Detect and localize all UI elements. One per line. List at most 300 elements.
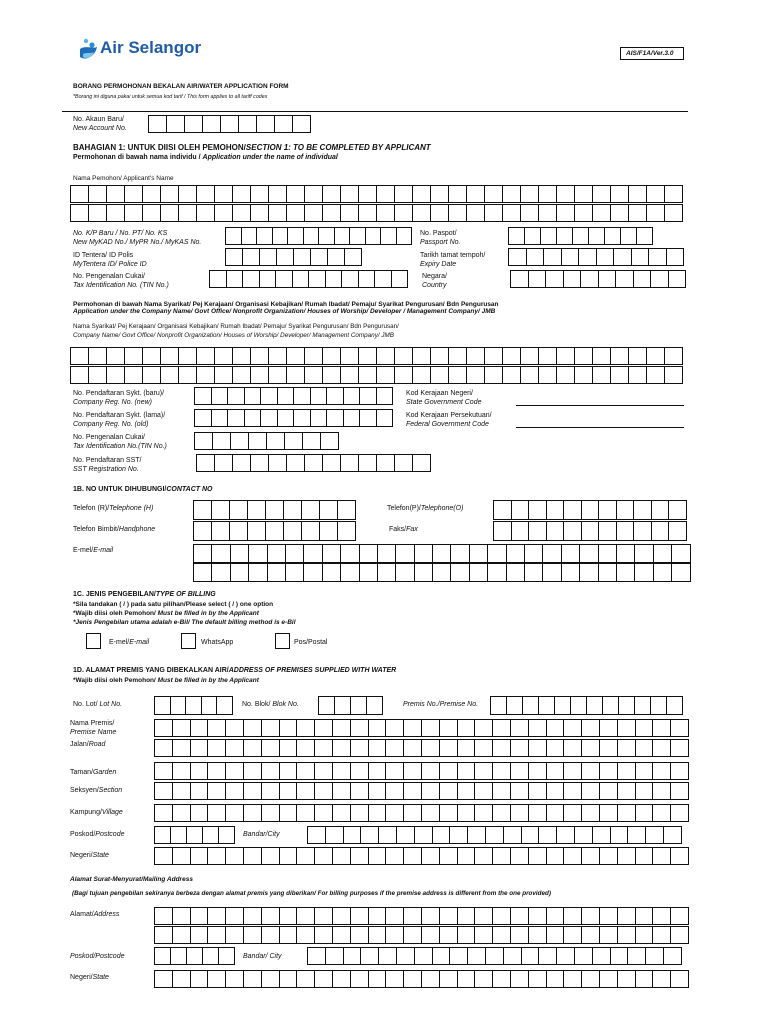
char-box[interactable] [143, 366, 161, 384]
char-box[interactable] [529, 500, 547, 520]
char-box[interactable] [173, 926, 191, 944]
char-box[interactable] [262, 762, 280, 780]
char-box[interactable] [575, 366, 593, 384]
char-box[interactable] [415, 563, 433, 582]
char-box[interactable] [546, 270, 564, 288]
char-box[interactable] [171, 696, 187, 715]
char-box[interactable] [636, 907, 654, 925]
char-box[interactable] [404, 719, 422, 737]
char-box[interactable] [600, 762, 618, 780]
char-box[interactable] [458, 739, 476, 757]
char-box[interactable] [369, 926, 387, 944]
char-box[interactable] [493, 847, 511, 865]
char-box[interactable] [226, 739, 244, 757]
char-box[interactable] [302, 500, 320, 520]
applicant-name-row2[interactable] [70, 204, 683, 222]
char-box[interactable] [539, 696, 555, 715]
char-box[interactable] [179, 185, 197, 203]
char-box[interactable] [636, 970, 654, 988]
char-box[interactable] [527, 248, 545, 266]
char-box[interactable] [422, 762, 440, 780]
char-box[interactable] [599, 544, 617, 563]
char-box[interactable] [562, 544, 580, 563]
char-box[interactable] [671, 719, 689, 737]
char-box[interactable] [614, 248, 632, 266]
char-box[interactable] [488, 544, 506, 563]
char-box[interactable] [323, 563, 341, 582]
char-box[interactable] [485, 185, 503, 203]
char-box[interactable] [582, 970, 600, 988]
char-box[interactable] [507, 696, 523, 715]
char-box[interactable] [458, 907, 476, 925]
char-box[interactable] [493, 970, 511, 988]
char-box[interactable] [268, 563, 286, 582]
char-box[interactable] [191, 970, 209, 988]
char-box[interactable] [511, 970, 529, 988]
mykad-grid[interactable] [225, 227, 412, 245]
char-box[interactable] [618, 719, 636, 737]
char-box[interactable] [215, 366, 233, 384]
char-box[interactable] [260, 270, 277, 288]
char-box[interactable] [155, 970, 173, 988]
char-box[interactable] [244, 719, 262, 737]
char-box[interactable] [125, 347, 143, 365]
char-box[interactable] [233, 185, 251, 203]
char-box[interactable] [161, 366, 179, 384]
char-box[interactable] [342, 270, 359, 288]
mailing-city-grid[interactable] [307, 947, 682, 965]
char-box[interactable] [653, 719, 671, 737]
char-box[interactable] [653, 970, 671, 988]
char-box[interactable] [475, 739, 493, 757]
char-box[interactable] [539, 947, 557, 965]
char-box[interactable] [319, 696, 335, 715]
char-box[interactable] [280, 762, 298, 780]
char-box[interactable] [413, 185, 431, 203]
char-box[interactable] [208, 847, 226, 865]
char-box[interactable] [359, 347, 377, 365]
char-box[interactable] [582, 907, 600, 925]
char-box[interactable] [422, 926, 440, 944]
passport-grid[interactable] [508, 227, 653, 245]
char-box[interactable] [304, 544, 322, 563]
char-box[interactable] [422, 847, 440, 865]
char-box[interactable] [458, 926, 476, 944]
reg-new-grid[interactable] [194, 387, 393, 405]
char-box[interactable] [280, 804, 298, 822]
email-row1[interactable] [193, 544, 691, 563]
char-box[interactable] [529, 270, 547, 288]
mobile-grid[interactable] [193, 521, 356, 541]
char-box[interactable] [226, 926, 244, 944]
char-box[interactable] [226, 719, 244, 737]
char-box[interactable] [377, 347, 395, 365]
char-box[interactable] [161, 185, 179, 203]
char-box[interactable] [366, 227, 382, 245]
char-box[interactable] [210, 270, 227, 288]
char-box[interactable] [294, 409, 311, 427]
char-box[interactable] [493, 804, 511, 822]
char-box[interactable] [507, 563, 525, 582]
char-box[interactable] [305, 454, 323, 472]
char-box[interactable] [547, 804, 565, 822]
char-box[interactable] [323, 454, 341, 472]
char-box[interactable] [262, 739, 280, 757]
char-box[interactable] [564, 719, 582, 737]
char-box[interactable] [173, 782, 191, 800]
char-box[interactable] [361, 947, 379, 965]
char-box[interactable] [636, 804, 654, 822]
char-box[interactable] [593, 947, 611, 965]
char-box[interactable] [529, 719, 547, 737]
char-box[interactable] [503, 366, 521, 384]
char-box[interactable] [404, 739, 422, 757]
char-box[interactable] [286, 563, 304, 582]
char-box[interactable] [404, 847, 422, 865]
char-box[interactable] [350, 227, 366, 245]
char-box[interactable] [539, 204, 557, 222]
char-box[interactable] [351, 907, 369, 925]
fax-grid[interactable] [493, 521, 687, 541]
char-box[interactable] [215, 454, 233, 472]
char-box[interactable] [262, 847, 280, 865]
char-box[interactable] [231, 563, 249, 582]
char-box[interactable] [529, 926, 547, 944]
char-box[interactable] [671, 847, 689, 865]
char-box[interactable] [280, 926, 298, 944]
email-row2[interactable] [193, 563, 691, 582]
char-box[interactable] [503, 185, 521, 203]
char-box[interactable] [475, 782, 493, 800]
char-box[interactable] [268, 544, 286, 563]
char-box[interactable] [511, 847, 529, 865]
char-box[interactable] [251, 454, 269, 472]
char-box[interactable] [573, 227, 589, 245]
char-box[interactable] [653, 739, 671, 757]
char-box[interactable] [359, 185, 377, 203]
char-box[interactable] [504, 947, 522, 965]
char-box[interactable] [386, 762, 404, 780]
char-box[interactable] [493, 782, 511, 800]
char-box[interactable] [341, 544, 359, 563]
char-box[interactable] [155, 804, 173, 822]
char-box[interactable] [297, 782, 315, 800]
char-box[interactable] [287, 366, 305, 384]
char-box[interactable] [564, 270, 582, 288]
char-box[interactable] [467, 366, 485, 384]
char-box[interactable] [269, 454, 287, 472]
char-box[interactable] [280, 739, 298, 757]
char-box[interactable] [564, 739, 582, 757]
char-box[interactable] [618, 782, 636, 800]
char-box[interactable] [191, 804, 209, 822]
char-box[interactable] [646, 826, 664, 844]
char-box[interactable] [315, 762, 333, 780]
char-box[interactable] [328, 248, 345, 266]
char-box[interactable] [351, 847, 369, 865]
char-box[interactable] [284, 521, 302, 541]
char-box[interactable] [261, 409, 278, 427]
char-box[interactable] [440, 719, 458, 737]
char-box[interactable] [278, 387, 295, 405]
char-box[interactable] [173, 847, 191, 865]
char-box[interactable] [149, 115, 167, 133]
char-box[interactable] [369, 762, 387, 780]
char-box[interactable] [475, 804, 493, 822]
postcode-grid[interactable] [154, 826, 235, 844]
char-box[interactable] [582, 739, 600, 757]
company-name-row1[interactable] [70, 347, 683, 365]
char-box[interactable] [543, 563, 561, 582]
char-box[interactable] [582, 926, 600, 944]
char-box[interactable] [89, 204, 107, 222]
char-box[interactable] [326, 270, 343, 288]
char-box[interactable] [667, 696, 683, 715]
char-box[interactable] [669, 270, 687, 288]
char-box[interactable] [297, 907, 315, 925]
char-box[interactable] [288, 227, 304, 245]
char-box[interactable] [262, 804, 280, 822]
char-box[interactable] [494, 521, 512, 541]
char-box[interactable] [202, 696, 218, 715]
char-box[interactable] [593, 347, 611, 365]
char-box[interactable] [212, 521, 230, 541]
char-box[interactable] [599, 270, 617, 288]
char-box[interactable] [276, 270, 293, 288]
char-box[interactable] [327, 409, 344, 427]
char-box[interactable] [341, 454, 359, 472]
char-box[interactable] [155, 719, 173, 737]
char-box[interactable] [377, 409, 394, 427]
char-box[interactable] [227, 270, 244, 288]
char-box[interactable] [155, 847, 173, 865]
char-box[interactable] [632, 248, 650, 266]
home-phone-grid[interactable] [193, 500, 356, 520]
char-box[interactable] [458, 762, 476, 780]
char-box[interactable] [671, 970, 689, 988]
char-box[interactable] [664, 947, 682, 965]
char-box[interactable] [562, 248, 580, 266]
char-box[interactable] [599, 521, 617, 541]
char-box[interactable] [493, 719, 511, 737]
char-box[interactable] [197, 454, 215, 472]
char-box[interactable] [326, 826, 344, 844]
char-box[interactable] [245, 387, 262, 405]
char-box[interactable] [512, 521, 530, 541]
char-box[interactable] [667, 248, 685, 266]
char-box[interactable] [167, 115, 185, 133]
char-box[interactable] [226, 227, 242, 245]
char-box[interactable] [600, 719, 618, 737]
char-box[interactable] [628, 947, 646, 965]
char-box[interactable] [582, 762, 600, 780]
char-box[interactable] [242, 227, 258, 245]
char-box[interactable] [539, 347, 557, 365]
char-box[interactable] [564, 970, 582, 988]
char-box[interactable] [422, 907, 440, 925]
char-box[interactable] [396, 544, 414, 563]
char-box[interactable] [653, 804, 671, 822]
char-box[interactable] [386, 926, 404, 944]
char-box[interactable] [397, 826, 415, 844]
char-box[interactable] [671, 804, 689, 822]
char-box[interactable] [369, 719, 387, 737]
char-box[interactable] [575, 947, 593, 965]
char-box[interactable] [335, 227, 351, 245]
char-box[interactable] [89, 185, 107, 203]
char-box[interactable] [297, 926, 315, 944]
char-box[interactable] [404, 804, 422, 822]
char-box[interactable] [467, 347, 485, 365]
char-box[interactable] [580, 544, 598, 563]
police-id-grid[interactable] [225, 248, 362, 266]
company-name-row2[interactable] [70, 366, 683, 384]
char-box[interactable] [621, 227, 637, 245]
char-box[interactable] [244, 907, 262, 925]
char-box[interactable] [564, 804, 582, 822]
char-box[interactable] [493, 762, 511, 780]
char-box[interactable] [431, 185, 449, 203]
char-box[interactable] [511, 804, 529, 822]
mailing-postcode-grid[interactable] [154, 947, 235, 965]
char-box[interactable] [450, 947, 468, 965]
char-box[interactable] [107, 366, 125, 384]
char-box[interactable] [219, 826, 235, 844]
char-box[interactable] [215, 185, 233, 203]
char-box[interactable] [629, 185, 647, 203]
char-box[interactable] [269, 204, 287, 222]
char-box[interactable] [475, 970, 493, 988]
char-box[interactable] [155, 947, 171, 965]
char-box[interactable] [413, 204, 431, 222]
char-box[interactable] [341, 185, 359, 203]
char-box[interactable] [386, 847, 404, 865]
char-box[interactable] [244, 762, 262, 780]
char-box[interactable] [512, 500, 530, 520]
char-box[interactable] [580, 563, 598, 582]
char-box[interactable] [359, 454, 377, 472]
char-box[interactable] [636, 847, 654, 865]
char-box[interactable] [262, 970, 280, 988]
char-box[interactable] [311, 387, 328, 405]
char-box[interactable] [539, 826, 557, 844]
char-box[interactable] [525, 227, 541, 245]
char-box[interactable] [208, 739, 226, 757]
char-box[interactable] [215, 204, 233, 222]
char-box[interactable] [529, 739, 547, 757]
char-box[interactable] [341, 204, 359, 222]
char-box[interactable] [611, 366, 629, 384]
char-box[interactable] [143, 347, 161, 365]
char-box[interactable] [369, 847, 387, 865]
office-phone-grid[interactable] [493, 500, 687, 520]
reg-old-grid[interactable] [194, 409, 393, 427]
billing-post-checkbox[interactable] [275, 633, 290, 649]
char-box[interactable] [564, 521, 582, 541]
char-box[interactable] [195, 432, 213, 450]
char-box[interactable] [664, 826, 682, 844]
char-box[interactable] [277, 248, 294, 266]
char-box[interactable] [440, 804, 458, 822]
char-box[interactable] [379, 826, 397, 844]
char-box[interactable] [494, 500, 512, 520]
char-box[interactable] [665, 204, 683, 222]
tin-grid[interactable] [209, 270, 408, 288]
char-box[interactable] [286, 544, 304, 563]
char-box[interactable] [344, 826, 362, 844]
char-box[interactable] [231, 544, 249, 563]
char-box[interactable] [244, 739, 262, 757]
char-box[interactable] [618, 907, 636, 925]
char-box[interactable] [539, 185, 557, 203]
char-box[interactable] [311, 248, 328, 266]
char-box[interactable] [475, 847, 493, 865]
char-box[interactable] [378, 563, 396, 582]
char-box[interactable] [212, 500, 230, 520]
char-box[interactable] [415, 947, 433, 965]
char-box[interactable] [665, 185, 683, 203]
char-box[interactable] [525, 563, 543, 582]
char-box[interactable] [433, 563, 451, 582]
fed-code-line[interactable] [516, 427, 684, 428]
char-box[interactable] [333, 804, 351, 822]
char-box[interactable] [273, 227, 289, 245]
char-box[interactable] [547, 500, 565, 520]
expiry-grid[interactable] [508, 248, 684, 266]
char-box[interactable] [600, 847, 618, 865]
char-box[interactable] [600, 926, 618, 944]
char-box[interactable] [654, 544, 672, 563]
char-box[interactable] [511, 782, 529, 800]
char-box[interactable] [155, 826, 171, 844]
country-grid[interactable] [510, 270, 686, 288]
char-box[interactable] [618, 847, 636, 865]
char-box[interactable] [173, 719, 191, 737]
char-box[interactable] [579, 248, 597, 266]
mailing-address-row2[interactable] [154, 926, 689, 944]
char-box[interactable] [308, 826, 326, 844]
char-box[interactable] [287, 204, 305, 222]
char-box[interactable] [647, 347, 665, 365]
char-box[interactable] [672, 563, 690, 582]
char-box[interactable] [262, 719, 280, 737]
char-box[interactable] [582, 521, 600, 541]
char-box[interactable] [600, 907, 618, 925]
char-box[interactable] [618, 970, 636, 988]
char-box[interactable] [377, 185, 395, 203]
char-box[interactable] [449, 204, 467, 222]
char-box[interactable] [440, 926, 458, 944]
char-box[interactable] [226, 762, 244, 780]
char-box[interactable] [257, 115, 275, 133]
char-box[interactable] [305, 204, 323, 222]
char-box[interactable] [511, 719, 529, 737]
char-box[interactable] [381, 227, 397, 245]
char-box[interactable] [589, 227, 605, 245]
char-box[interactable] [155, 907, 173, 925]
char-box[interactable] [635, 696, 651, 715]
char-box[interactable] [379, 947, 397, 965]
char-box[interactable] [617, 563, 635, 582]
char-box[interactable] [634, 270, 652, 288]
char-box[interactable] [654, 563, 672, 582]
char-box[interactable] [320, 521, 338, 541]
char-box[interactable] [297, 719, 315, 737]
char-box[interactable] [191, 782, 209, 800]
char-box[interactable] [262, 907, 280, 925]
char-box[interactable] [413, 366, 431, 384]
char-box[interactable] [233, 347, 251, 365]
